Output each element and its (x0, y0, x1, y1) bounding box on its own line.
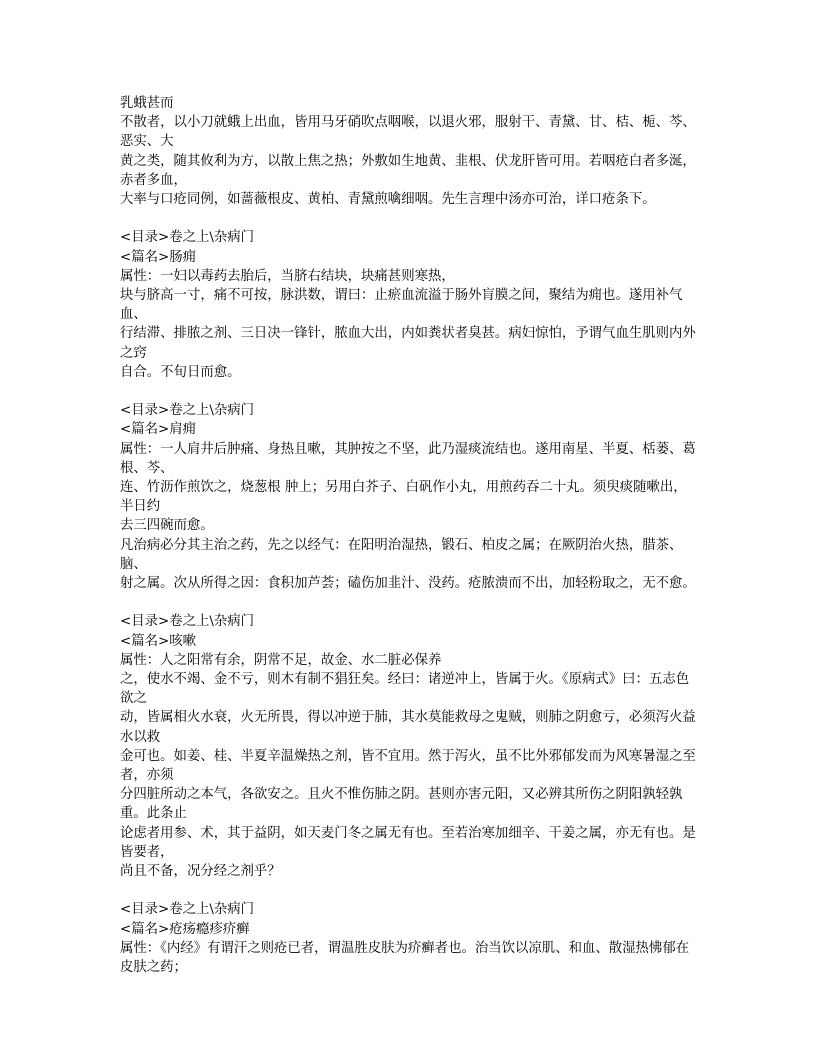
section-title: <篇名>疮疡瘾疹疥癣 (120, 921, 250, 937)
text-line: 分四脏所动之本气，各欲安之。且火不惟伤肺之阴。甚则亦害元阳，又必辨其所伤之阴阳孰轻孰重。此条止 (120, 787, 683, 822)
text-line: 动，皆属相火水衰，火无所畏，得以冲逆于肺，其水莫能救母之鬼贼，则肺之阴愈亏，必须泻火益水以救 (120, 710, 696, 745)
text-block-shoulder-abscess (120, 401, 696, 593)
text-line: 乳蛾甚而 (120, 96, 174, 111)
section-title: <篇名>咳嗽 (120, 633, 197, 649)
text-line: 属性：《内经》有谓汗之则疮已者，谓温胜皮肤为疥癣者也。治当饮以凉肌、和血、散湿热怫郁在皮肤之药； (120, 940, 690, 976)
catalog-heading: <目录>卷之上\杂病门 (120, 902, 255, 918)
text-line: 黄之类，随其攸利为方，以散上焦之热；外敷如生地黄、韭根、伏龙肝皆可用。若咽疮白者多涎，赤者多血， (120, 153, 696, 188)
text-line: 不散者，以小刀就蛾上出血，皆用马牙硝吹点咽喉，以退火邪，服射干、青黛、甘、桔、栀、芩、恶实、大 (120, 115, 696, 150)
catalog-heading: <目录>卷之上\杂病门 (120, 403, 255, 419)
paragraph-gap (120, 382, 696, 401)
text-line: 连、竹沥作煎饮之，烧葱根 肿上；另用白芥子、白矾作小丸，用煎药吞二十丸。须臾痰随嗽出，半日约 (120, 480, 687, 515)
text-block-intestinal-abscess (120, 228, 696, 382)
text-line: 尚且不备，况分经之剂乎？ (120, 864, 281, 880)
paragraph-gap (120, 881, 696, 900)
paragraph-gap (120, 593, 696, 612)
text-line: 凡治病必分其主治之药，先之以经气：在阳明治湿热，锻石、柏皮之属；在厥阴治火热，腊茶、脑、 (120, 537, 683, 572)
text-line: 块与脐高一寸，痛不可按，脉洪数，谓曰：止瘀血流溢于肠外肓膜之间，聚结为痈也。遂用补气血、 (120, 288, 683, 323)
text-block-throat (120, 94, 696, 209)
text-block-cough (120, 612, 696, 881)
text-line: 射之属。次从所得之因：食积加芦荟；磕伤加韭汁、没药。疮脓溃而不出，加轻粉取之，无不愈。 (120, 576, 696, 592)
document-page (120, 94, 696, 977)
catalog-heading: <目录>卷之上\杂病门 (120, 614, 255, 630)
paragraph-gap (120, 209, 696, 228)
text-line: 属性：一人肩井后肿痛、身热且嗽，其肿按之不坚，此乃湿痰流结也。遂用南星、半夏、栝蒌、葛根、芩、 (120, 441, 696, 476)
section-title: <篇名>肠痈 (120, 249, 197, 265)
text-block-sores-rashes (120, 900, 696, 977)
text-line: 去三四碗而愈。 (120, 518, 214, 534)
text-line: 属性：一妇以毒药去胎后，当脐右结块，块痛甚则寒热， (120, 268, 455, 284)
text-line: 自合。不旬日而愈。 (120, 364, 241, 380)
text-line: 大率与口疮同例，如蔷薇根皮、黄柏、青黛煎噙细咽。先生言理中汤亦可治，详口疮条下。 (120, 192, 656, 208)
text-line: 行结滞、排脓之剂、三日决一锋针，脓血大出，内如粪状者臭甚。病妇惊怕，予谓气血生肌则内外之窍 (120, 326, 696, 361)
text-line: 论虑者用参、术，其于益阴，如天麦门冬之属无有也。至若治寒加细辛、干姜之属，亦无有也。是皆要者， (120, 825, 696, 860)
text-line: 金可也。如姜、桂、半夏辛温燥热之剂，皆不宜用。然于泻火，虽不比外邪郁发而为风寒暑湿之至者，亦须 (120, 748, 696, 784)
catalog-heading: <目录>卷之上\杂病门 (120, 230, 255, 246)
section-title: <篇名>肩痈 (120, 422, 197, 438)
text-line: 之，使水不竭、金不亏，则木有制不猖狂矣。经曰：诸逆冲上，皆属于火。《原病式》曰：五志色欲之 (120, 672, 690, 707)
text-line: 属性：人之阳常有余，阴常不足，故金、水二脏必保养 (120, 652, 442, 668)
